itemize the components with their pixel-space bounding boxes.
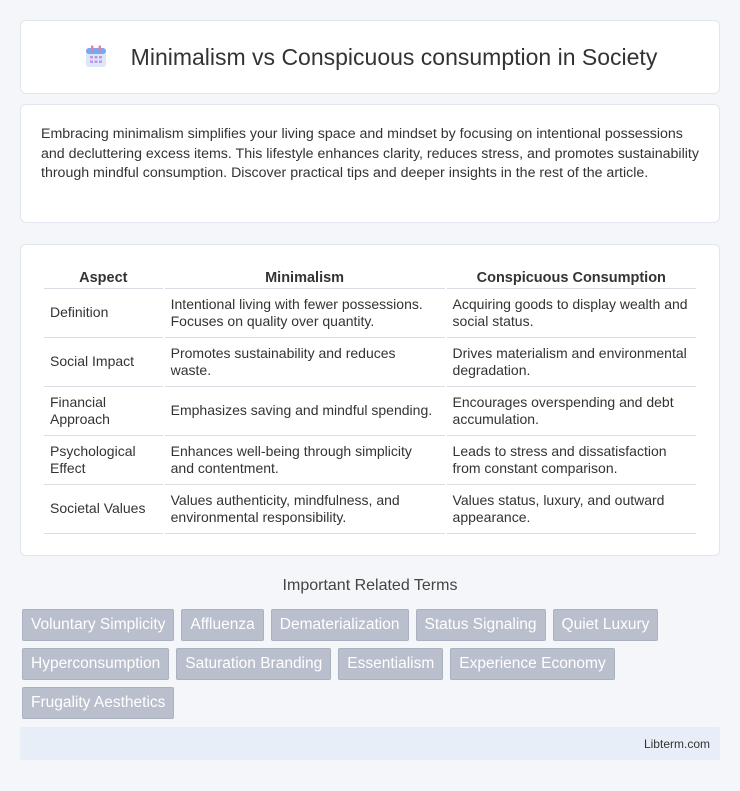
term-tag[interactable]: Affluenza [181,609,263,641]
comparison-table-card [20,244,720,556]
table-cell: Leads to stress and dissatisfaction from constant comparison. [447,436,696,485]
term-tag[interactable]: Voluntary Simplicity [22,609,174,641]
comparison-table [42,267,698,534]
page-title: Minimalism vs Conspicuous consumption in Society [130,43,658,70]
term-tag[interactable]: Dematerialization [271,609,409,641]
table-cell: Definition [44,289,163,338]
table-cell: Values authenticity, mindfulness, and environmental responsibility. [165,485,445,534]
table-cell: Societal Values [44,485,163,534]
term-tag[interactable]: Quiet Luxury [553,609,659,641]
term-tag[interactable]: Frugality Aesthetics [22,687,174,719]
term-tag[interactable]: Saturation Branding [176,648,331,680]
header-aspect: Aspect [44,267,163,289]
term-tag[interactable]: Status Signaling [416,609,546,641]
table-header-row [44,267,696,289]
header-card [20,20,720,94]
term-tag[interactable]: Hyperconsumption [22,648,169,680]
table-row [44,485,696,534]
term-tag[interactable]: Experience Economy [450,648,614,680]
table-cell: Encourages overspending and debt accumulation. [447,387,696,436]
table-cell: Acquiring goods to display wealth and social status. [447,289,696,338]
table-cell: Promotes sustainability and reduces waste. [165,338,445,387]
table-cell: Values status, luxury, and outward appearance. [447,485,696,534]
table-cell: Drives materialism and environmental degradation. [447,338,696,387]
table-cell: Intentional living with fewer possessions. Focuses on quality over quantity. [165,289,445,338]
table-row [44,387,696,436]
header-minimalism: Minimalism [165,267,445,289]
footer [20,727,720,760]
calendar-icon [83,44,109,70]
table-cell: Financial Approach [44,387,163,436]
term-tag[interactable]: Essentialism [338,648,443,680]
table-row [44,338,696,387]
related-terms-title: Important Related Terms [282,577,458,594]
table-cell: Social Impact [44,338,163,387]
table-cell: Psychological Effect [44,436,163,485]
related-terms-list [22,609,722,726]
table-cell: Enhances well-being through simplicity and contentment. [165,436,445,485]
table-cell: Emphasizes saving and mindful spending. [165,387,445,436]
header-conspicuous: Conspicuous Consumption [447,267,696,289]
table-row [44,289,696,338]
table-row [44,436,696,485]
intro-text: Embracing minimalism simplifies your living space and mindset by focusing on intentional possessions and decluttering excess items. This lifestyle enhances clarity, reduces stress, and promotes sustainability through mindful consumption. Discover practical tips and deeper insights in the rest of the article. [41,126,699,182]
footer-site-link[interactable]: Libterm.com [643,737,710,751]
intro-card [20,104,720,223]
